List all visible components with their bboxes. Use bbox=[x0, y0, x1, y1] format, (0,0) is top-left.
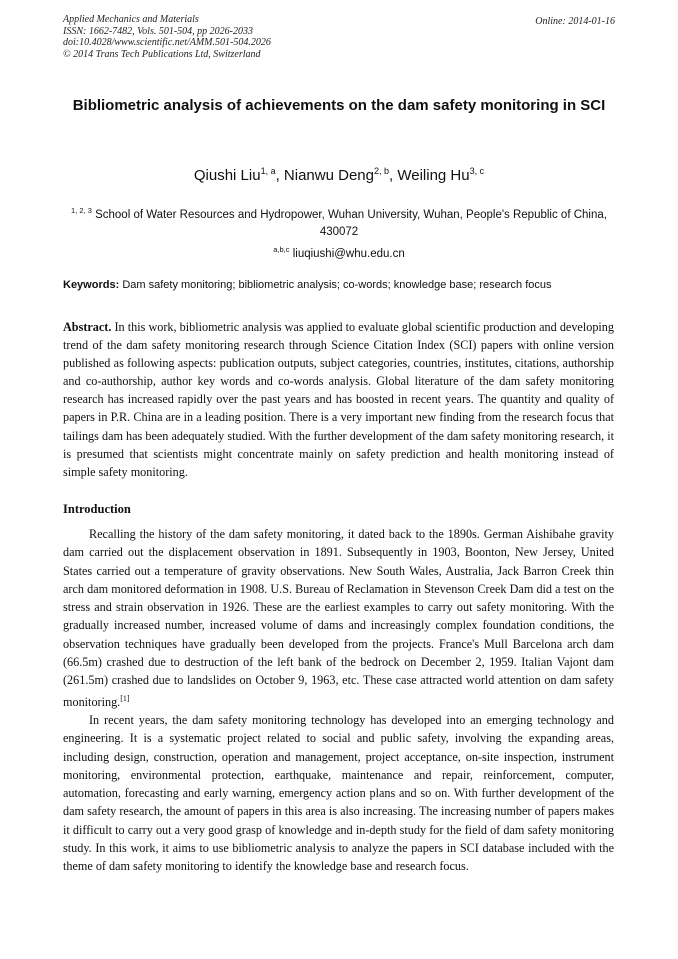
issn-line: ISSN: 1662-7482, Vols. 501-504, pp 2026-2033 bbox=[63, 25, 253, 37]
author-affil-mark: 3, c bbox=[469, 166, 485, 176]
copyright-line: © 2014 Trans Tech Publications Ltd, Switzerland bbox=[63, 48, 261, 60]
email-mark: a,b,c bbox=[273, 245, 290, 254]
author-list: Qiushi Liu$^{1, a}$, Nianwu Deng$^{2, b}$, Weiling Hu$^{3, c}$ bbox=[193, 166, 485, 184]
author-affil-mark: 2, b bbox=[373, 166, 389, 176]
keywords bbox=[63, 277, 614, 294]
doi-line: doi:10.4028/www.scientific.net/AMM.501-504.2026 bbox=[63, 37, 271, 48]
abstract-text: In this work, bibliometric analysis was applied to evaluate global scientific production and developing trend of the dam safety monitoring research through Science Citation Index (SCI) papers with online version published as following aspects: publication outputs, subject categories, countries, institutes, citations, authorship and co-authorship, author key words and co-words analysis. Global literature of the dam safety monitoring research has increased rapidly over the past years and has boosted in recent years. The quantity and quality of papers in P.R. China are in a leading position. There is a very important new finding from the research focus that tailings dam has been adequately studied. With the further development of the dam safety monitoring research, it is presumed that scientists might concentrate mainly on safety prediction and health monitoring instead of simple safety monitoring. bbox=[63, 320, 614, 479]
keywords-label: Keywords: bbox=[63, 279, 120, 291]
journal-header bbox=[63, 14, 271, 60]
author-affil-mark: 1, a bbox=[260, 166, 276, 176]
journal-name: Applied Mechanics and Materials bbox=[63, 14, 199, 25]
paragraph bbox=[63, 711, 614, 876]
paragraph bbox=[63, 525, 614, 711]
citation-ref: [1] bbox=[120, 693, 130, 703]
author-name: Qiushi Liu bbox=[193, 167, 261, 184]
author-name: Nianwu Deng bbox=[283, 167, 374, 184]
paragraph-text: In recent years, the dam safety monitoring technology has developed into an emerging technology and engineering. It is a systematic project related to social and public safety, involving the expanding areas, including design, construction, operation and management, project acceptance, on-site inspection, instrument monitoring, environmental protection, earthquake, maintenance and repair, reinforcement, computer, automation, forecasting and early warning, emergency action plans and so on. With further development of the dam safety research, the amount of papers in this area is also increasing. The increasing number of papers makes it difficult to carry out a very good grasp of knowledge and in-depth study for the field of dam safety monitoring study. In this work, it aims to use bibliometric analysis to analyze the papers in SCI database included with the theme of dam safety monitoring to identify the knowledge base and research focus. bbox=[63, 712, 614, 874]
keywords-text: Dam safety monitoring; bibliometric analysis; co-words; knowledge base; research focus bbox=[122, 279, 552, 291]
paragraph-text: Recalling the history of the dam safety monitoring, it dated back to the 1890s. German Aishibahe gravity dam carried out the displacement observation in 1891. Subsequently in 1903, Boonton, New Jersey, United States carried out a temperature of gravity observations. New South Wales, Australia, Jack Barron Creek thin arch dam monitored deformation in 1908. U.S. Bureau of Reclamation in Stevenson Creek Dam did a test on the stress and strain observation in 1926. These are the earliest examples to carry out safety monitoring. With the gradually increased number, increased volume of dams and increasingly complex foundation conditions, the observation techniques have gradually been developed from the projects. France's Mull Barcelona arch dam (66.5m) crashed due to destruction of the left bank of the bedrock on December 2, 1959. Italian Vajont dam (261.5m) crashed due to landslides on October 9, 1963, etc. These case attracted world attention on dam safety monitoring. bbox=[63, 527, 614, 709]
abstract-label: Abstract. bbox=[63, 320, 112, 334]
affiliation bbox=[63, 202, 615, 241]
paper-title: Bibliometric analysis of achievements on the dam safety monitoring in SCI bbox=[72, 97, 606, 114]
author-name: Weiling Hu bbox=[397, 167, 470, 184]
contact-email bbox=[0, 245, 678, 260]
email-address: liuqiushi@whu.edu.cn bbox=[292, 248, 405, 260]
introduction-body bbox=[63, 525, 614, 876]
abstract bbox=[63, 318, 614, 481]
online-date: Online: 2014-01-16 bbox=[535, 16, 615, 27]
affiliation-mark: 1, 2, 3 bbox=[71, 206, 92, 215]
affiliation-text: School of Water Resources and Hydropower, Wuhan University, Wuhan, People's Republic of China, 430072 bbox=[95, 209, 607, 238]
section-heading-introduction: Introduction bbox=[63, 502, 131, 516]
